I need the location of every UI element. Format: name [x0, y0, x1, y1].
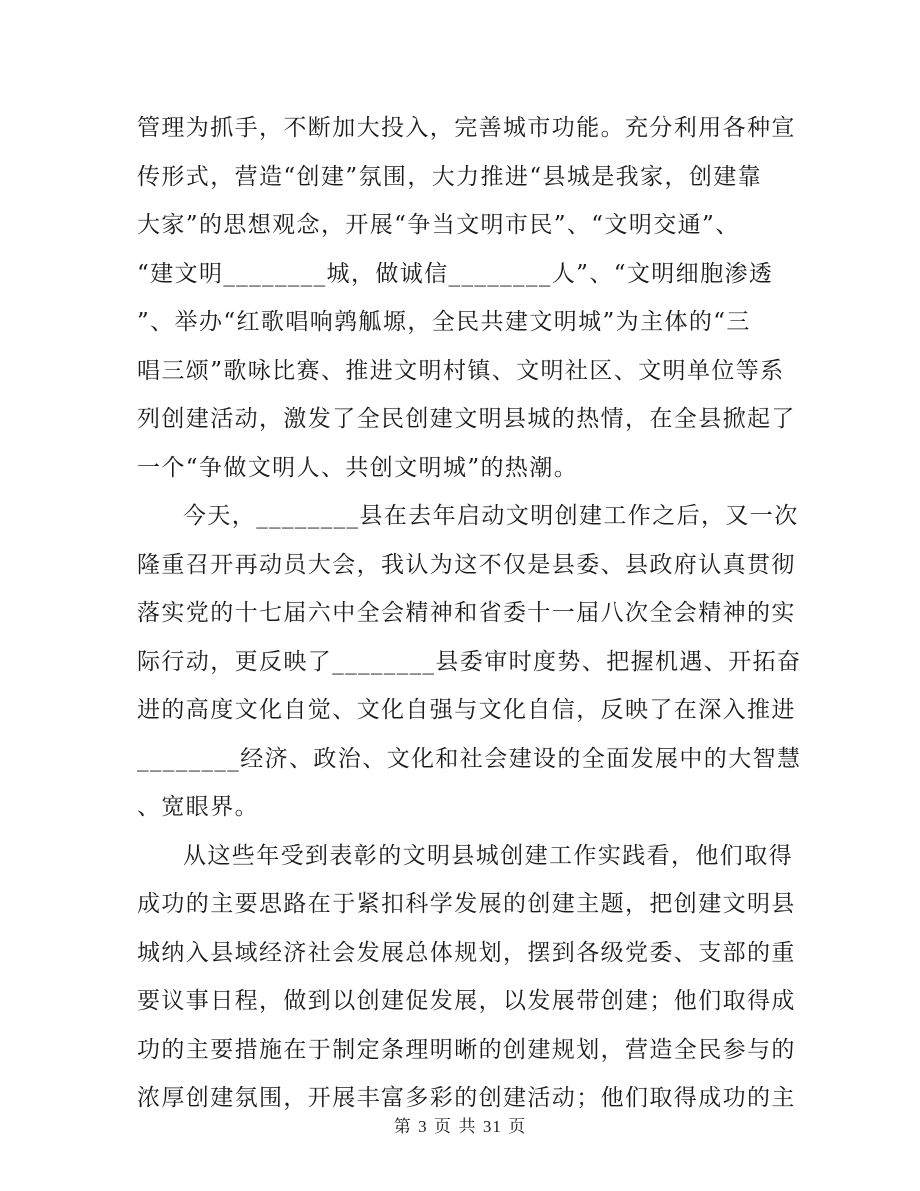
footer-prefix: 第: [393, 1117, 412, 1137]
body-text: [137, 104, 802, 1123]
text-line: 进的高度文化自觉、文化自强与文化自信，反映了在深入推进: [137, 697, 796, 723]
text-line: 浓厚创建氛围，开展丰富多彩的创建活动；他们取得成功的主: [137, 1085, 796, 1111]
text-line: 要议事日程，做到以创建促发展，以发展带创建；他们取得成: [137, 988, 796, 1014]
text-line: 落实党的十七届六中全会精神和省委十一届八次全会精神的实: [137, 600, 796, 626]
total-pages: 31: [482, 1117, 502, 1136]
text-line: 今天，________县在去年启动文明创建工作之后，又一次: [183, 503, 799, 529]
text-line: 城纳入县域经济社会发展总体规划，摆到各级党委、支部的重: [137, 939, 796, 966]
text-line: 唱三颂”歌咏比赛、推进文明村镇、文明社区、文明单位等系: [137, 357, 785, 384]
text-line: 从这些年受到表彰的文明县城创建工作实践看，他们取得: [183, 842, 793, 869]
footer-suffix: 页: [508, 1117, 527, 1137]
text-line: “建文明________城，做诚信________人”、“文明细胞渗透: [137, 260, 774, 287]
page-number: 3: [418, 1117, 428, 1136]
text-line: 隆重召开再动员大会，我认为这不仅是县委、县政府认真贯彻: [137, 551, 796, 578]
text-line: ”、举办“红歌唱响鹑觚塬，全民共建文明城”为主体的“三: [137, 309, 751, 335]
text-line: ________经济、政治、文化和社会建设的全面发展中的大智慧: [137, 745, 802, 772]
text-line: 际行动，更反映了________县委审时度势、把握机遇、开拓奋: [137, 648, 802, 675]
text-line: 、宽眼界。: [137, 794, 259, 820]
text-line: 大家”的思想观念，开展“争当文明市民”、“文明交通”、: [137, 212, 740, 238]
text-line: 管理为抓手，不断加大投入，完善城市功能。充分利用各种宣: [137, 115, 796, 141]
text-line: 成功的主要思路在于紧扣科学发展的创建主题，把创建文明县: [137, 891, 796, 917]
footer-middle: 页 共: [434, 1117, 477, 1137]
text-line: 列创建活动，激发了全民创建文明县城的热情，在全县掀起了: [137, 406, 796, 432]
text-line: 传形式，营造“创建”氛围，大力推进“县城是我家，创建靠: [137, 163, 763, 190]
text-line: 一个“争做文明人、共创文明城”的热潮。: [137, 454, 579, 481]
text-line: 功的主要措施在于制定条理明晰的创建规划，营造全民参与的: [137, 1036, 796, 1063]
page-footer: [0, 1112, 920, 1137]
